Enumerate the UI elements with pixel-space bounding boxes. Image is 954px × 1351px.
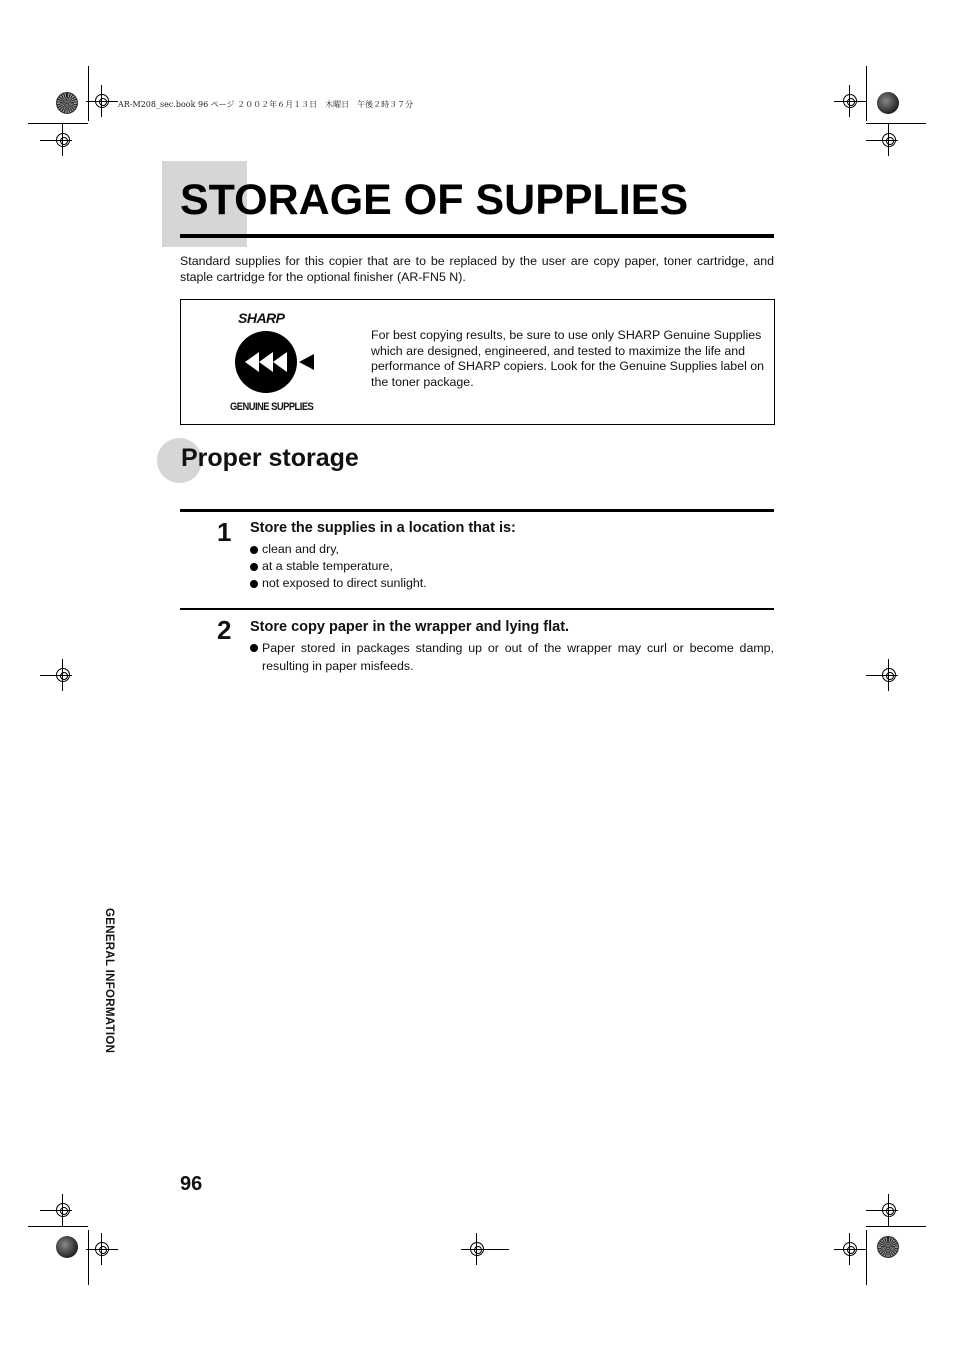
pointer-arrow-icon bbox=[299, 354, 314, 370]
step-rule bbox=[180, 608, 774, 610]
sharp-logo: SHARP bbox=[238, 310, 285, 326]
title-rule bbox=[180, 234, 774, 238]
genuine-supplies-box bbox=[180, 299, 775, 425]
intro-paragraph: Standard supplies for this copier that are to be replaced by the user are copy paper, toner cartridge, and staple cartridge for the optional finisher (AR-FN5 N). bbox=[180, 254, 774, 284]
page-title: STORAGE OF SUPPLIES bbox=[180, 176, 689, 224]
step-number: 2 bbox=[217, 615, 232, 645]
genuine-supplies-label: GENUINE SUPPLIES bbox=[230, 401, 314, 413]
step-heading: Store the supplies in a location that is: bbox=[250, 520, 516, 536]
registration-mark-icon bbox=[877, 92, 899, 114]
bullet-dot-icon bbox=[250, 546, 258, 554]
page-number: 96 bbox=[180, 1173, 203, 1195]
list-item: not exposed to direct sunlight. bbox=[250, 575, 774, 592]
step-rule bbox=[180, 509, 774, 512]
genuine-supplies-text: For best copying results, be sure to use only SHARP Genuine Supplies which are designed, engineered, and tested to maximize the life and performance of SHARP copiers. Look for the Genuine Supplies label on the toner package. bbox=[371, 328, 765, 389]
section-title: Proper storage bbox=[181, 444, 359, 472]
registration-mark-icon bbox=[56, 1236, 78, 1258]
step-number: 1 bbox=[217, 517, 232, 547]
list-item: clean and dry, bbox=[250, 541, 774, 558]
bullet-dot-icon bbox=[250, 580, 258, 588]
registration-mark-icon bbox=[877, 1236, 899, 1258]
list-item: Paper stored in packages standing up or out of the wrapper may curl or become damp, resulting in paper misfeeds. bbox=[250, 639, 774, 675]
print-header: AR-M208_sec.book 96 ページ ２００２年６月１３日 木曜日 午後２時３７分 bbox=[118, 100, 414, 109]
registration-mark-icon bbox=[56, 92, 78, 114]
genuine-supplies-logo-icon bbox=[235, 331, 297, 393]
step-heading: Store copy paper in the wrapper and lying flat. bbox=[250, 619, 570, 635]
list-item: at a stable temperature, bbox=[250, 558, 774, 575]
bullet-dot-icon bbox=[250, 644, 258, 652]
step-bullet-list bbox=[250, 639, 774, 675]
section-side-tab: GENERAL INFORMATION bbox=[103, 908, 115, 1054]
step-bullet-list bbox=[250, 541, 774, 592]
rewind-arrows-icon bbox=[243, 348, 289, 376]
bullet-dot-icon bbox=[250, 563, 258, 571]
